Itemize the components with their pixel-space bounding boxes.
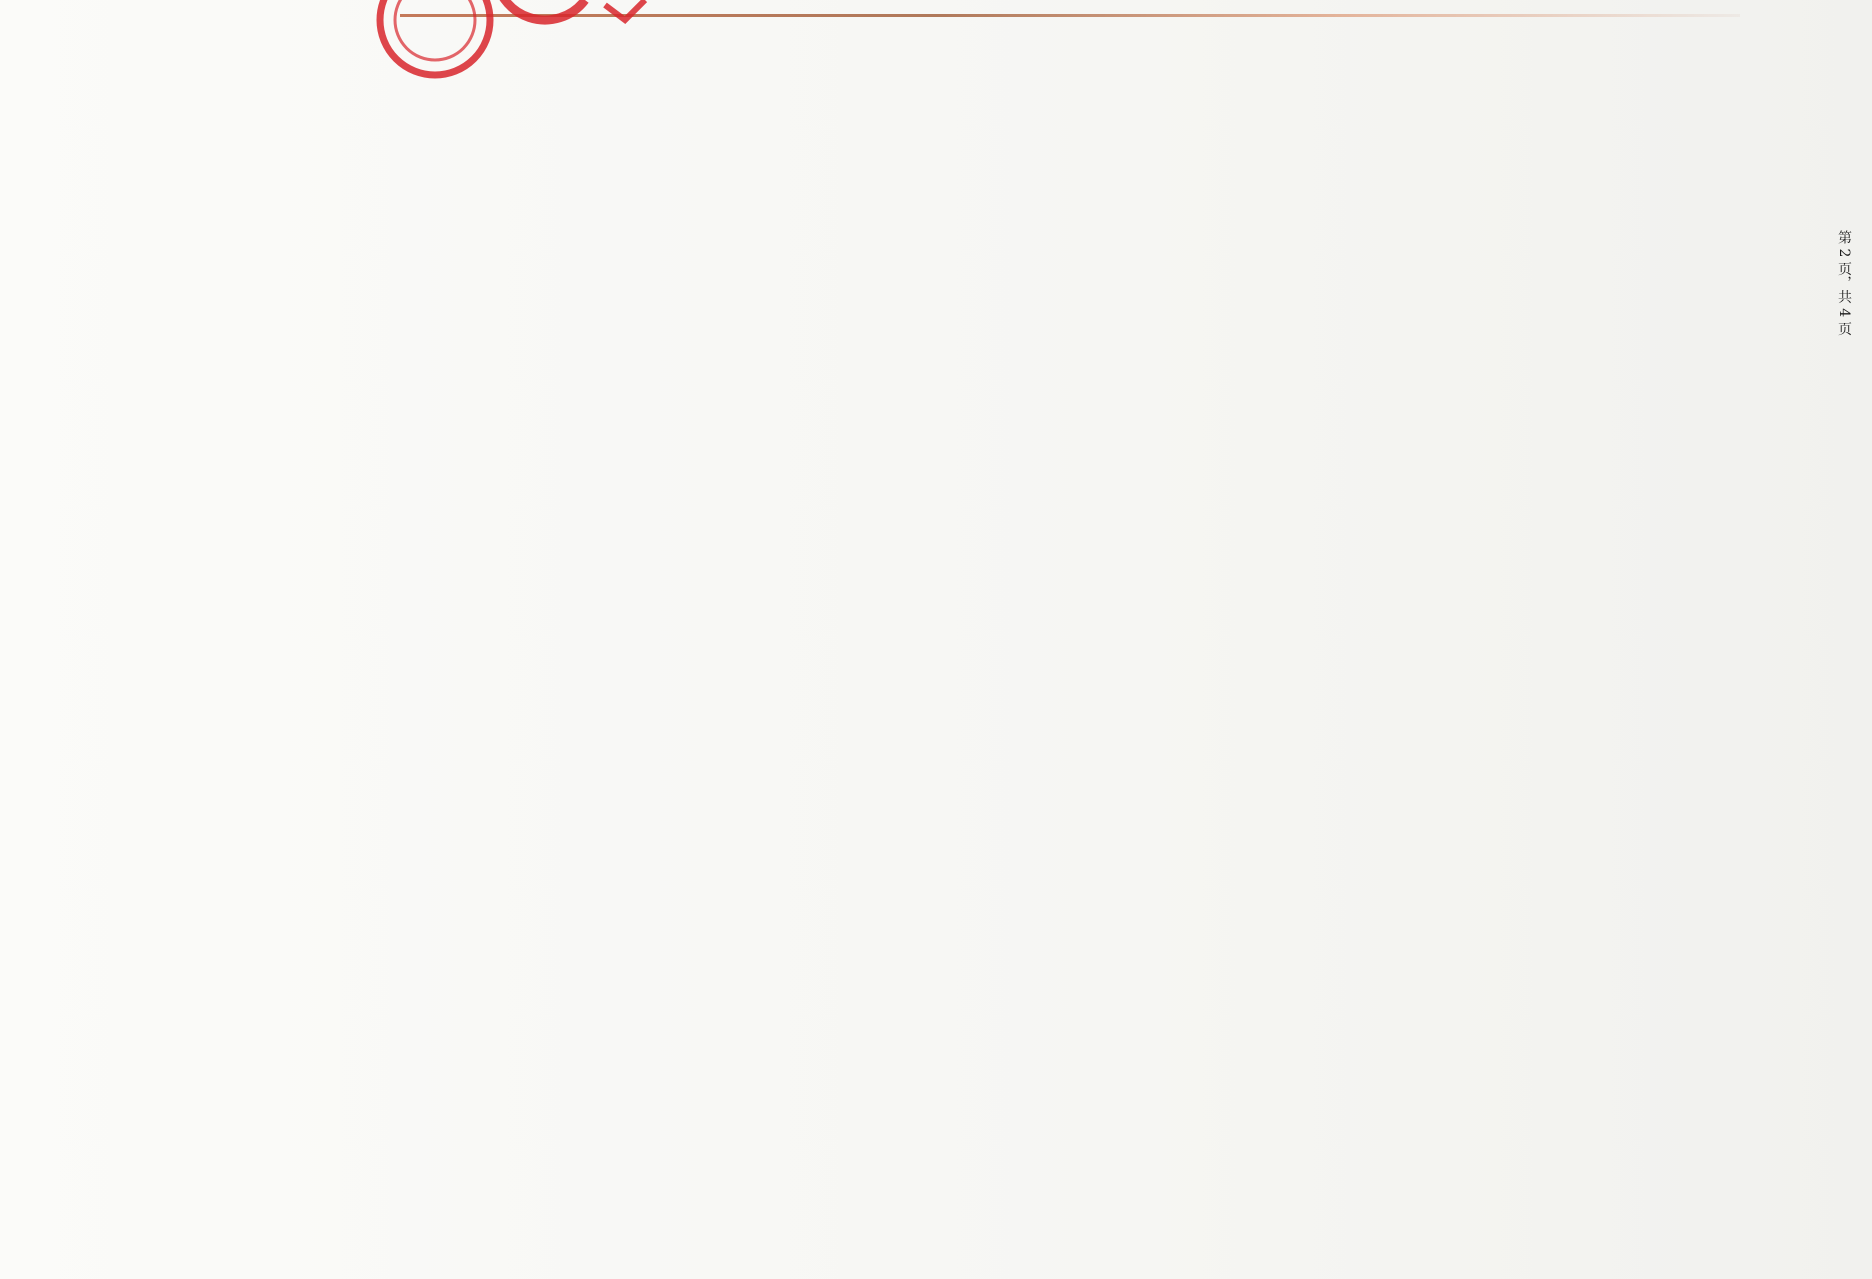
page-number: 第 2 页，共 4 页 [1836, 230, 1852, 336]
inspection-seal-stamp-icon [595, 0, 655, 40]
inspection-seal-stamp-icon [365, 0, 505, 80]
inspection-seal-stamp-icon [485, 0, 595, 70]
